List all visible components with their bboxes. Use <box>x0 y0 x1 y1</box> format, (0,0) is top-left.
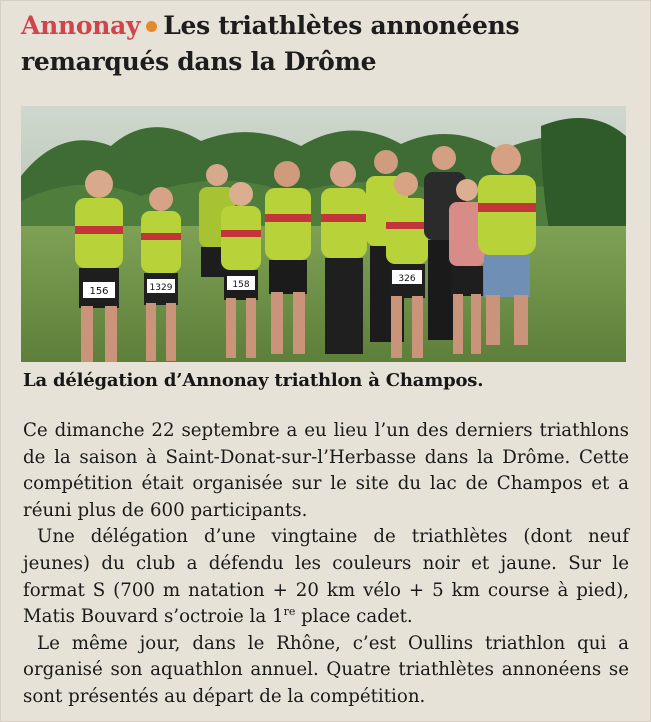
paragraph: Le même jour, dans le Rhône, c’est Oullins triathlon qui a organisé son aquathlon annuel. Quatre triathlètes annonéens se sont présentés au départ de la compétition. <box>23 632 629 707</box>
bullet-icon <box>146 21 157 32</box>
city-label: Annonay <box>21 11 141 40</box>
article-body <box>23 418 629 711</box>
headline-line-1: Les triathlètes annonéens <box>163 11 520 40</box>
paragraph: Une délégation d’une vingtaine de triathlètes (dont neuf jeunes) du club a défendu les couleurs noir et jaune. Sur le format S (700 m natation + 20 km vélo + 5 km course à pied), Matis Bouvard s’octroie la 1re place cadet. <box>23 526 629 628</box>
bib-number: 158 <box>232 280 250 290</box>
paragraph: Ce dimanche 22 septembre a eu lieu l’un des derniers triathlons de la saison à Saint-Donat-sur-l’Herbasse dans la Drôme. Cette compétition était organisée sur le site du lac de Champos et a réuni plus de 600 participants. <box>23 420 629 521</box>
bib-number: 1329 <box>149 283 173 293</box>
bib-number: 156 <box>89 286 109 297</box>
headline <box>21 8 621 80</box>
team-photo <box>21 106 626 362</box>
bib-number: 326 <box>398 274 416 284</box>
team-photo-illustration <box>21 106 626 362</box>
headline-line-2: remarqués dans la Drôme <box>21 47 377 76</box>
superscript: re <box>283 605 296 619</box>
photo-caption: La délégation d’Annonay triathlon à Champos. <box>23 370 484 391</box>
